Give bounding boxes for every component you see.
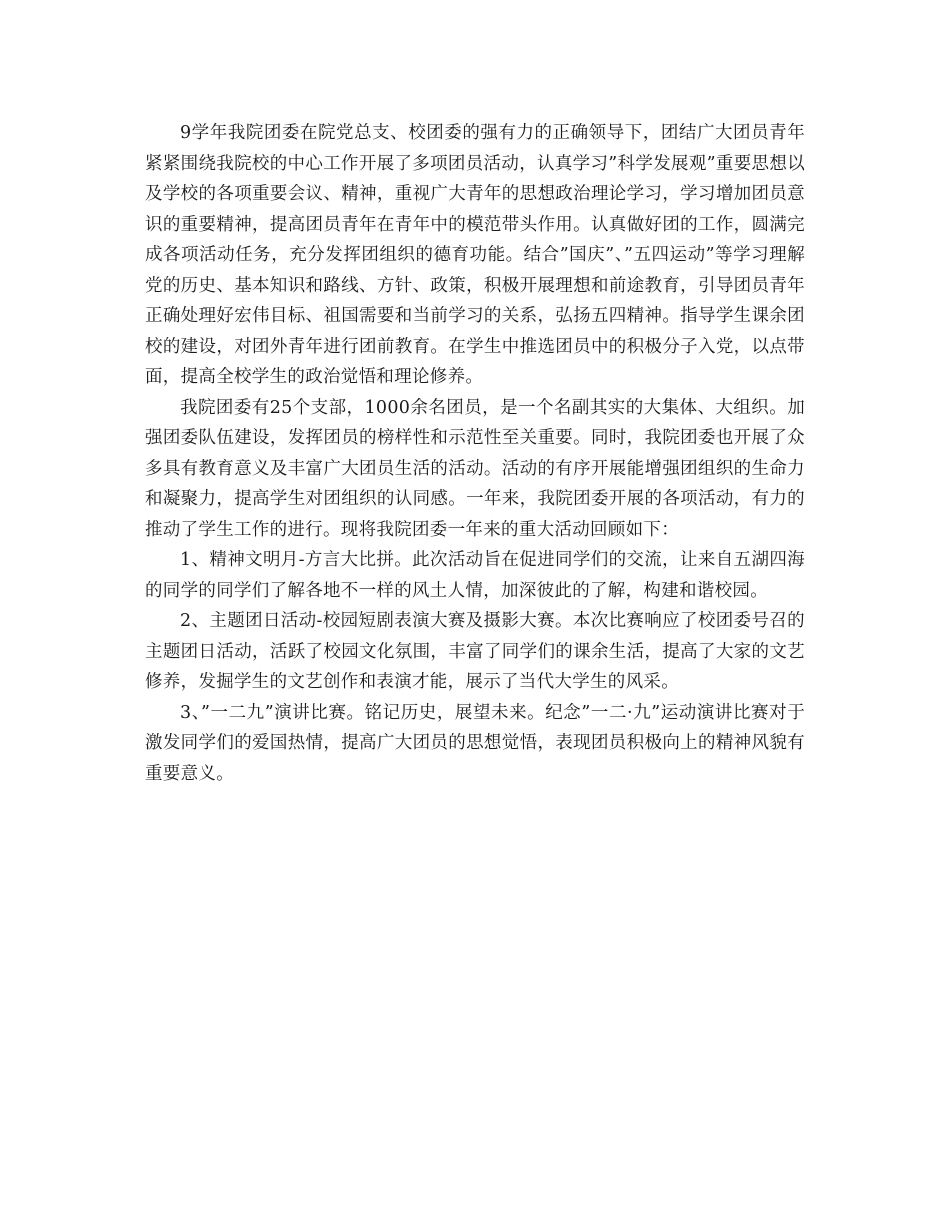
paragraph-intro: 9学年我院团委在院党总支、校团委的强有力的正确领导下，团结广大团员青年紧紧围绕我院校的中心工作开展了多项团员活动，认真学习”科学发展观”重要思想以及学校的各项重要会议、精神，重视广大青年的思想政治理论学习，学习增加团员意识的重要精神，提高团员青年在青年中的模范带头作用。认真做好团的工作，圆满完成各项活动任务，充分发挥团组织的德育功能。结合”国庆”、”五四运动”等学习理解党的历史、基本知识和路线、方针、政策，积极开展理想和前途教育，引导团员青年正确处理好宏伟目标、祖国需要和当前学习的关系，弘扬五四精神。指导学生课余团校的建设，对团外青年进行团前教育。在学生中推选团员中的积极分子入党，以点带面，提高全校学生的政治觉悟和理论修养。 — [145, 123, 805, 387]
paragraph-activity-3: 3、”一二九”演讲比赛。铭记历史，展望未来。纪念”一二·九”运动演讲比赛对于激发同学们的爱国热情，提高广大团员的思想觉悟，表现团员积极向上的精神风貌有重要意义。 — [145, 702, 805, 784]
paragraph-overview: 我院团委有25个支部，1000余名团员，是一个名副其实的大集体、大组织。加强团委队伍建设，发挥团员的榜样性和示范性至关重要。同时，我院团委也开展了众多具有教育意义及丰富广大团员生活的活动。活动的有序开展能增强团组织的生命力和凝聚力，提高学生对团组织的认同感。一年来，我院团委开展的各项活动，有力的推动了学生工作的进行。现将我院团委一年来的重大活动回顾如下： — [145, 397, 805, 540]
document-body — [145, 118, 805, 789]
paragraph-activity-1: 1、精神文明月-方言大比拼。此次活动旨在促进同学们的交流，让来自五湖四海的同学的同学们了解各地不一样的风土人情，加深彼此的了解，构建和谐校园。 — [145, 550, 805, 601]
paragraph-activity-2: 2、主题团日活动-校园短剧表演大赛及摄影大赛。本次比赛响应了校团委号召的主题团日活动，活跃了校园文化氛围，丰富了同学们的课余生活，提高了大家的文艺修养，发掘学生的文艺创作和表演才能，展示了当代大学生的风采。 — [145, 611, 805, 692]
